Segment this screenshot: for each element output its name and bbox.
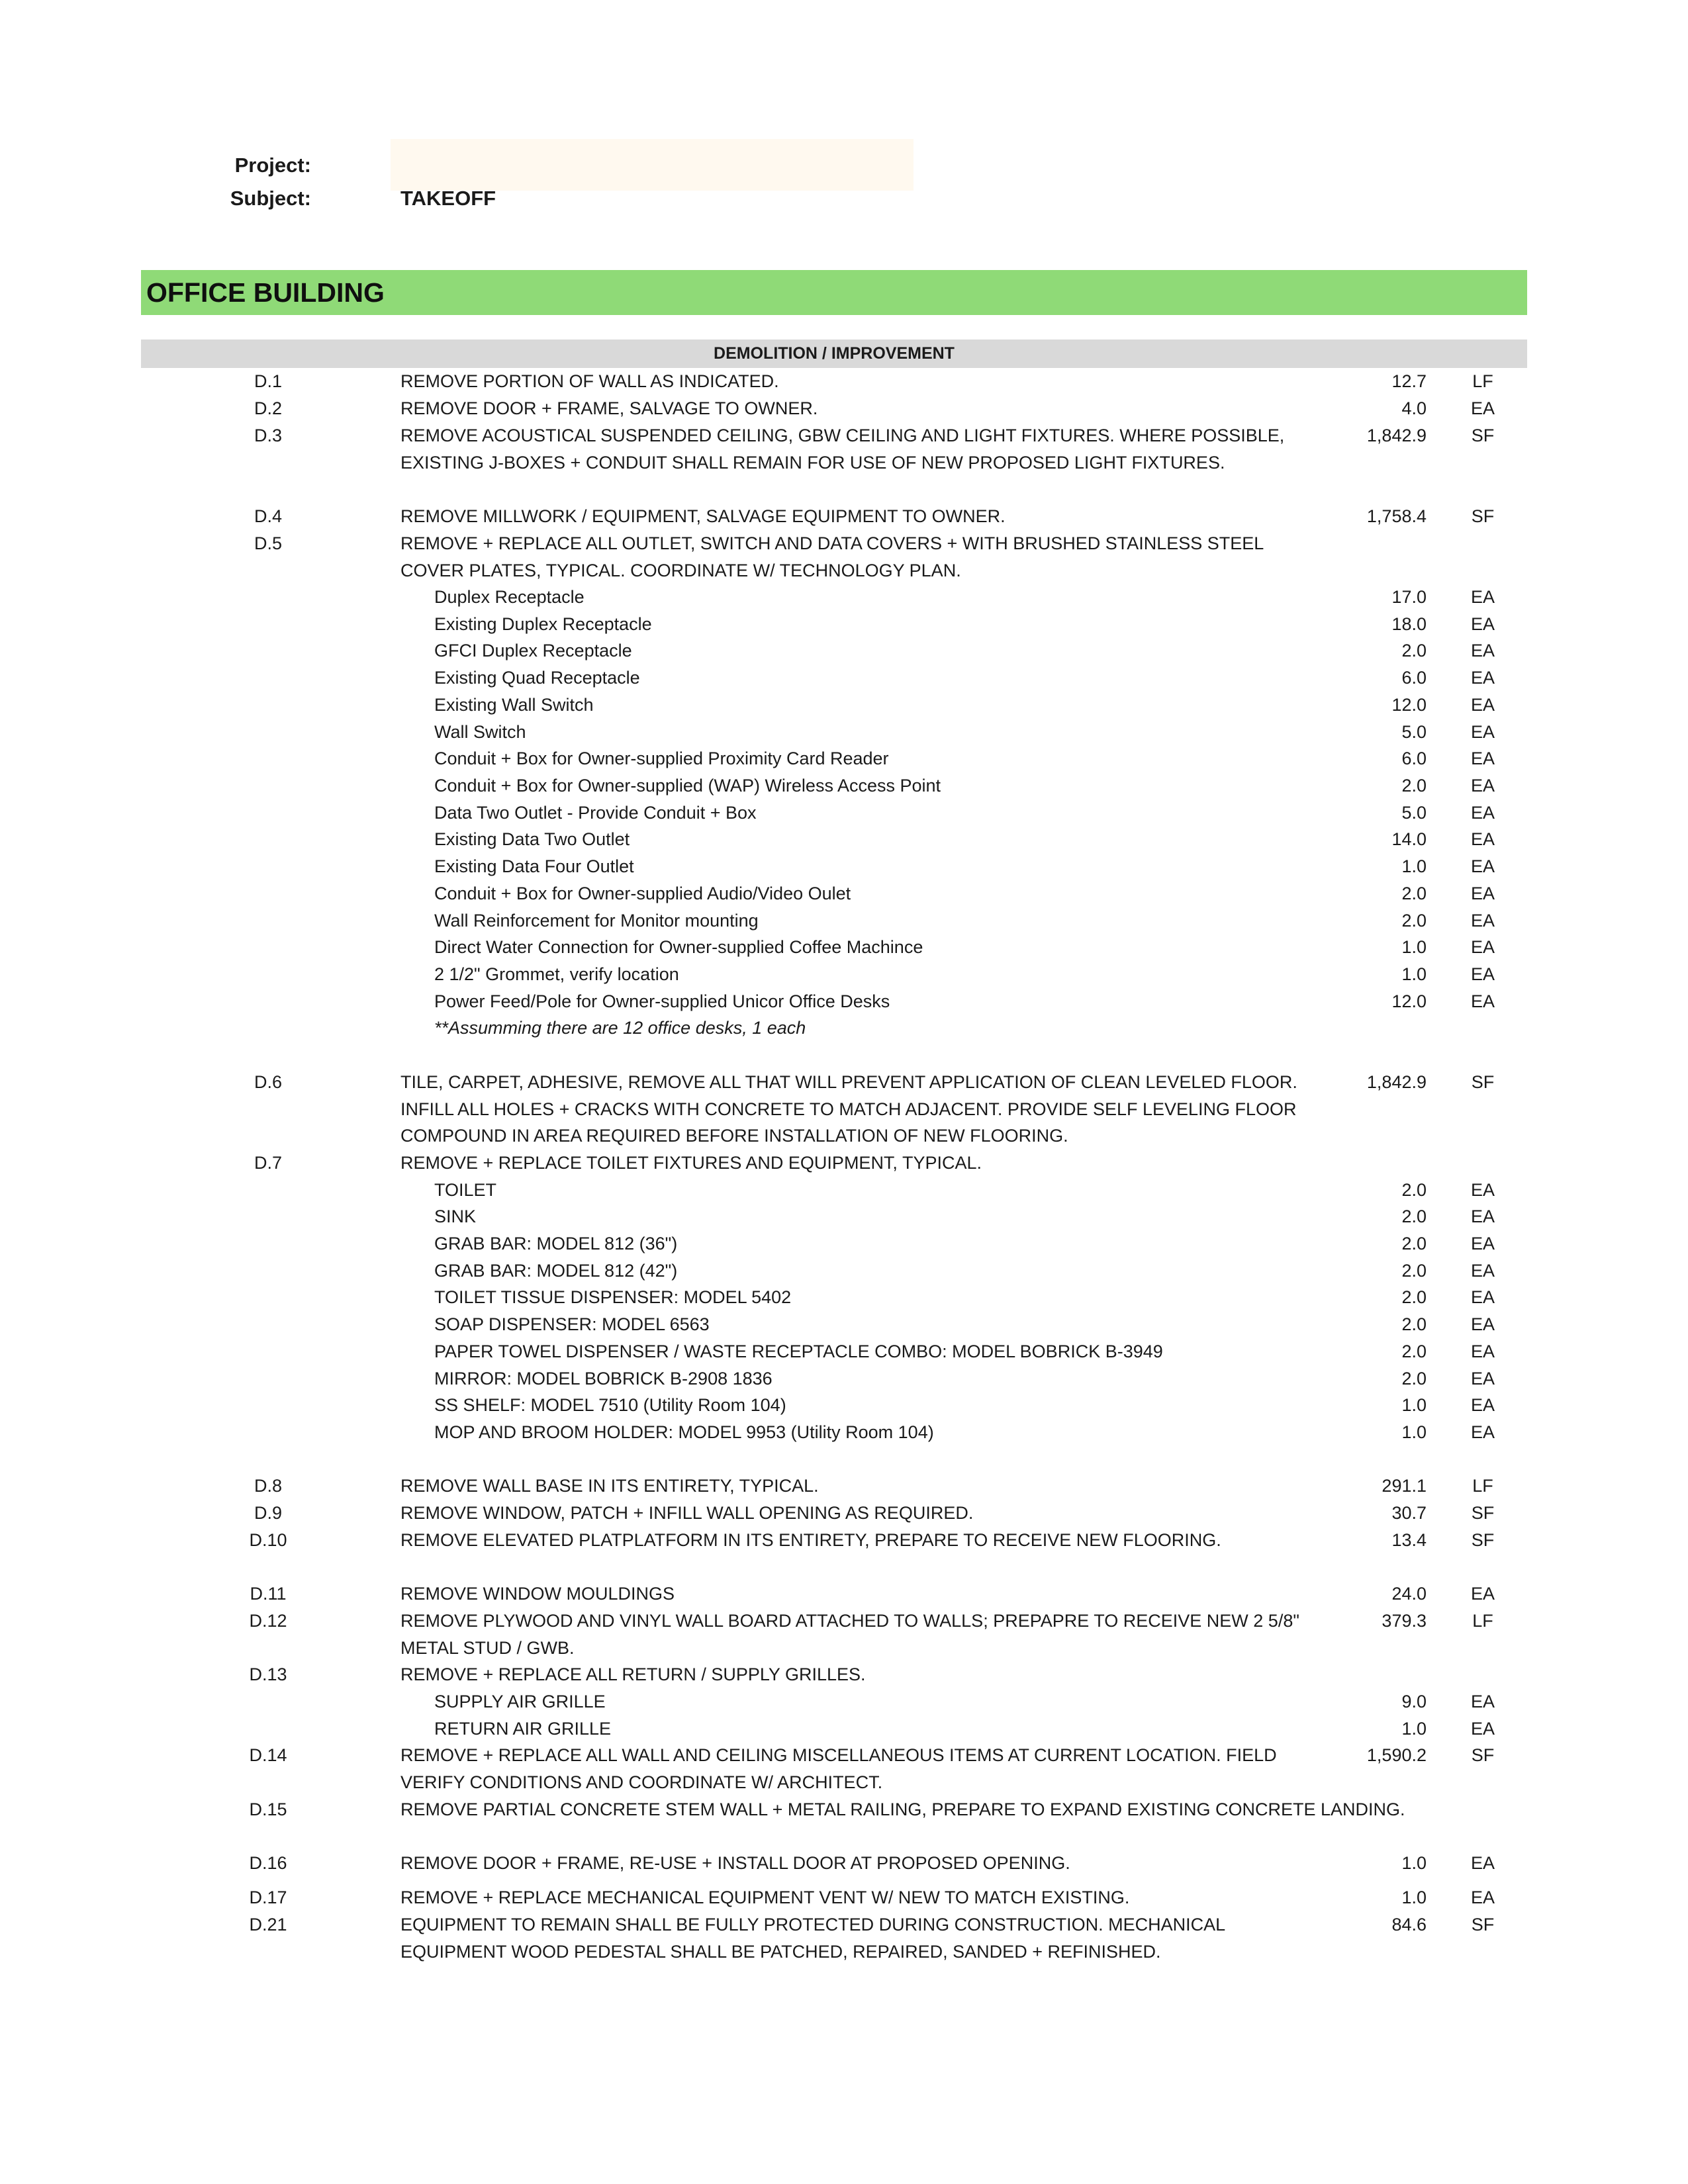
table-row [0, 719, 1688, 745]
sub-item-description: Existing Data Four Outlet [434, 856, 634, 876]
item-quantity: 1.0 [1401, 964, 1427, 984]
sub-item-description: Power Feed/Pole for Owner-supplied Unicor Office Desks [434, 991, 890, 1011]
item-unit: SF [1471, 1915, 1495, 1934]
table-row [0, 530, 1688, 584]
item-description: REMOVE WINDOW MOULDINGS [400, 1584, 675, 1604]
item-quantity: 1.0 [1401, 1888, 1427, 1907]
table-row [0, 1284, 1688, 1310]
sub-item-description: RETURN AIR GRILLE [434, 1719, 612, 1739]
item-unit: EA [1470, 641, 1495, 660]
item-unit: EA [1470, 991, 1495, 1011]
item-code: D.15 [249, 1799, 287, 1819]
table-row [0, 611, 1688, 637]
item-quantity: 2.0 [1401, 1261, 1427, 1281]
sub-item-description: PAPER TOWEL DISPENSER / WASTE RECEPTACLE COMBO: MODEL BOBRICK B-3949 [434, 1342, 1163, 1361]
item-unit: SF [1471, 506, 1495, 526]
subject-value: TAKEOFF [400, 187, 496, 210]
project-label: Project: [234, 154, 311, 177]
item-description: REMOVE + REPLACE MECHANICAL EQUIPMENT VENT W/ NEW TO MATCH EXISTING. [400, 1888, 1130, 1907]
item-quantity: 379.3 [1382, 1611, 1427, 1631]
item-quantity: 17.0 [1391, 587, 1427, 607]
item-unit: EA [1470, 884, 1495, 903]
sub-item-description: Existing Quad Receptacle [434, 668, 640, 688]
item-code: D.11 [250, 1584, 287, 1604]
item-code: D.2 [254, 398, 283, 418]
item-quantity: 12.0 [1391, 695, 1427, 715]
item-description: REMOVE + REPLACE ALL RETURN / SUPPLY GRILLES. [400, 1664, 866, 1684]
table-row [0, 1911, 1688, 1965]
sub-item-description: TOILET TISSUE DISPENSER: MODEL 5402 [434, 1287, 792, 1307]
item-unit: SF [1471, 426, 1495, 445]
item-code: D.9 [254, 1503, 283, 1523]
item-unit: EA [1470, 1369, 1495, 1388]
item-unit: EA [1470, 803, 1495, 823]
item-unit: LF [1472, 1476, 1493, 1496]
item-description: REMOVE ELEVATED PLATPLATFORM IN ITS ENTIRETY, PREPARE TO RECEIVE NEW FLOORING. [400, 1530, 1221, 1550]
section-header: DEMOLITION / IMPROVEMENT [141, 340, 1527, 368]
item-unit: EA [1470, 1287, 1495, 1307]
item-unit: EA [1470, 1692, 1495, 1711]
item-code: D.1 [254, 371, 283, 391]
item-quantity: 1.0 [1401, 1422, 1427, 1442]
item-description: EQUIPMENT TO REMAIN SHALL BE FULLY PROTECTED DURING CONSTRUCTION. MECHANICAL EQUIPMENT WOOD PEDESTAL SHALL BE PATCHED, REPAIRED, SANDED + REFINISHED. [400, 1915, 1225, 1962]
item-quantity: 1.0 [1401, 937, 1427, 957]
table-row [0, 503, 1688, 529]
item-quantity: 13.4 [1391, 1530, 1427, 1550]
item-quantity: 2.0 [1401, 884, 1427, 903]
table-row [0, 1608, 1688, 1661]
item-unit: EA [1470, 1719, 1495, 1739]
item-unit: EA [1470, 614, 1495, 634]
item-code: D.14 [249, 1745, 287, 1765]
table-row [0, 422, 1688, 476]
item-description: REMOVE + REPLACE TOILET FIXTURES AND EQUIPMENT, TYPICAL. [400, 1153, 982, 1173]
item-quantity: 6.0 [1401, 749, 1427, 768]
item-quantity: 14.0 [1391, 829, 1427, 849]
item-description: REMOVE ACOUSTICAL SUSPENDED CEILING, GBW CEILING AND LIGHT FIXTURES. WHERE POSSIBLE, EXISTING J-BOXES + CONDUIT SHALL REMAIN FOR USE OF NEW PROPOSED LIGHT FIXTURES. [400, 426, 1285, 473]
item-description: REMOVE PORTION OF WALL AS INDICATED. [400, 371, 779, 391]
subject-label: Subject: [230, 187, 311, 210]
table-row [0, 826, 1688, 852]
table-row [0, 907, 1688, 934]
item-quantity: 2.0 [1401, 1369, 1427, 1388]
sub-item-description: Conduit + Box for Owner-supplied (WAP) Wireless Access Point [434, 776, 941, 796]
item-unit: EA [1470, 1180, 1495, 1200]
sub-item-description: SUPPLY AIR GRILLE [434, 1692, 606, 1711]
table-row [0, 1338, 1688, 1365]
item-unit: LF [1472, 1611, 1493, 1631]
item-unit: SF [1471, 1072, 1495, 1092]
item-unit: EA [1470, 749, 1495, 768]
item-quantity: 2.0 [1401, 1180, 1427, 1200]
sub-item-description: SOAP DISPENSER: MODEL 6563 [434, 1314, 710, 1334]
table-row [0, 853, 1688, 880]
item-code: D.3 [254, 426, 283, 445]
item-unit: EA [1470, 1342, 1495, 1361]
table-row [0, 1015, 1688, 1041]
item-description: REMOVE PLYWOOD AND VINYL WALL BOARD ATTACHED TO WALLS; PREPAPRE TO RECEIVE NEW 2 5/8" METAL STUD / GWB. [400, 1611, 1299, 1658]
item-quantity: 2.0 [1401, 1234, 1427, 1253]
item-code: D.8 [254, 1476, 283, 1496]
table-row [0, 1500, 1688, 1526]
item-code: D.21 [249, 1915, 287, 1934]
table-row [0, 395, 1688, 422]
table-row [0, 692, 1688, 718]
table-row [0, 637, 1688, 664]
table-row [0, 1257, 1688, 1284]
sub-item-description: Conduit + Box for Owner-supplied Audio/Video Oulet [434, 884, 851, 903]
sub-item-description: GRAB BAR: MODEL 812 (42") [434, 1261, 678, 1281]
sub-item-description: Existing Wall Switch [434, 695, 594, 715]
sub-item-description: Existing Duplex Receptacle [434, 614, 652, 634]
item-description: REMOVE + REPLACE ALL WALL AND CEILING MISCELLANEOUS ITEMS AT CURRENT LOCATION. FIELD VERIFY CONDITIONS AND COORDINATE W/ ARCHITECT. [400, 1745, 1277, 1792]
item-quantity: 1.0 [1401, 1719, 1427, 1739]
sub-item-description: TOILET [434, 1180, 497, 1200]
table-row [0, 1311, 1688, 1338]
item-unit: SF [1471, 1503, 1495, 1523]
item-quantity: 2.0 [1401, 1206, 1427, 1226]
item-unit: EA [1470, 695, 1495, 715]
item-unit: SF [1471, 1530, 1495, 1550]
table-row [0, 772, 1688, 799]
item-quantity: 1.0 [1401, 856, 1427, 876]
item-unit: EA [1470, 937, 1495, 957]
item-unit: EA [1470, 856, 1495, 876]
item-unit: EA [1470, 398, 1495, 418]
item-quantity: 9.0 [1401, 1692, 1427, 1711]
item-unit: EA [1470, 1395, 1495, 1415]
item-unit: EA [1470, 1206, 1495, 1226]
table-row [0, 1473, 1688, 1499]
item-unit: EA [1470, 1888, 1495, 1907]
item-quantity: 1.0 [1401, 1395, 1427, 1415]
sub-item-description: GFCI Duplex Receptacle [434, 641, 632, 660]
item-quantity: 1,590.2 [1366, 1745, 1427, 1765]
item-unit: EA [1470, 776, 1495, 796]
item-unit: EA [1470, 1314, 1495, 1334]
item-quantity: 2.0 [1401, 911, 1427, 931]
item-unit: EA [1470, 1261, 1495, 1281]
item-unit: EA [1470, 722, 1495, 742]
item-code: D.16 [249, 1853, 287, 1873]
item-description: REMOVE MILLWORK / EQUIPMENT, SALVAGE EQUIPMENT TO OWNER. [400, 506, 1006, 526]
sub-item-description: Existing Data Two Outlet [434, 829, 630, 849]
sub-item-description: Direct Water Connection for Owner-supplied Coffee Machince [434, 937, 923, 957]
item-unit: EA [1470, 1234, 1495, 1253]
item-description: REMOVE PARTIAL CONCRETE STEM WALL + METAL RAILING, PREPARE TO EXPAND EXISTING CONCRETE LANDING. [400, 1799, 1405, 1819]
item-description: REMOVE + REPLACE ALL OUTLET, SWITCH AND DATA COVERS + WITH BRUSHED STAINLESS STEEL COVER PLATES, TYPICAL. COORDINATE W/ TECHNOLOGY PLAN. [400, 533, 1264, 580]
table-row [0, 1688, 1688, 1715]
table-row [0, 1069, 1688, 1150]
table-row [0, 1796, 1688, 1823]
item-code: D.12 [249, 1611, 287, 1631]
item-unit: LF [1472, 371, 1493, 391]
item-unit: SF [1471, 1745, 1495, 1765]
table-row [0, 1419, 1688, 1445]
sub-item-description: SINK [434, 1206, 477, 1226]
table-row [0, 1742, 1688, 1796]
item-quantity: 291.1 [1382, 1476, 1427, 1496]
table-row [0, 1365, 1688, 1392]
table-row [0, 1715, 1688, 1742]
project-value-field[interactable] [391, 139, 914, 191]
item-unit: EA [1470, 1853, 1495, 1873]
table-row [0, 961, 1688, 987]
item-quantity: 2.0 [1401, 1314, 1427, 1334]
sub-item-description: MIRROR: MODEL BOBRICK B-2908 1836 [434, 1369, 773, 1388]
table-row [0, 1150, 1688, 1176]
sub-item-description: Wall Switch [434, 722, 526, 742]
table-row [0, 368, 1688, 394]
item-quantity: 6.0 [1401, 668, 1427, 688]
sub-item-description: GRAB BAR: MODEL 812 (36") [434, 1234, 678, 1253]
item-quantity: 12.0 [1391, 991, 1427, 1011]
table-row [0, 1203, 1688, 1230]
item-code: D.7 [254, 1153, 283, 1173]
item-quantity: 4.0 [1401, 398, 1427, 418]
sub-item-description: **Assumming there are 12 office desks, 1 each [434, 1018, 806, 1038]
item-quantity: 84.6 [1391, 1915, 1427, 1934]
sub-item-description: MOP AND BROOM HOLDER: MODEL 9953 (Utility Room 104) [434, 1422, 934, 1442]
item-quantity: 5.0 [1401, 803, 1427, 823]
item-code: D.5 [254, 533, 283, 553]
table-row [0, 988, 1688, 1015]
table-row [0, 1661, 1688, 1688]
table-row [0, 1850, 1688, 1876]
item-description: REMOVE WINDOW, PATCH + INFILL WALL OPENING AS REQUIRED. [400, 1503, 974, 1523]
table-row [0, 880, 1688, 907]
item-quantity: 2.0 [1401, 776, 1427, 796]
table-row [0, 1884, 1688, 1911]
item-quantity: 5.0 [1401, 722, 1427, 742]
table-row [0, 1230, 1688, 1257]
item-unit: EA [1470, 964, 1495, 984]
item-quantity: 1,842.9 [1366, 426, 1427, 445]
item-unit: EA [1470, 911, 1495, 931]
building-title: OFFICE BUILDING [146, 277, 385, 308]
item-unit: EA [1470, 1584, 1495, 1604]
table-row [0, 1177, 1688, 1203]
table-row [0, 584, 1688, 610]
sub-item-description: 2 1/2" Grommet, verify location [434, 964, 679, 984]
item-quantity: 1,842.9 [1366, 1072, 1427, 1092]
sub-item-description: Conduit + Box for Owner-supplied Proximity Card Reader [434, 749, 889, 768]
item-code: D.6 [254, 1072, 283, 1092]
table-row [0, 934, 1688, 960]
sub-item-description: SS SHELF: MODEL 7510 (Utility Room 104) [434, 1395, 786, 1415]
item-code: D.17 [249, 1888, 287, 1907]
item-quantity: 24.0 [1391, 1584, 1427, 1604]
item-quantity: 2.0 [1401, 1287, 1427, 1307]
table-row [0, 1580, 1688, 1607]
item-unit: EA [1470, 1422, 1495, 1442]
item-quantity: 12.7 [1391, 371, 1427, 391]
item-code: D.10 [249, 1530, 287, 1550]
item-description: REMOVE WALL BASE IN ITS ENTIRETY, TYPICAL. [400, 1476, 819, 1496]
item-quantity: 1,758.4 [1366, 506, 1427, 526]
item-unit: EA [1470, 668, 1495, 688]
item-quantity: 2.0 [1401, 1342, 1427, 1361]
sub-item-description: Data Two Outlet - Provide Conduit + Box [434, 803, 757, 823]
item-description: REMOVE DOOR + FRAME, SALVAGE TO OWNER. [400, 398, 818, 418]
item-description: REMOVE DOOR + FRAME, RE-USE + INSTALL DOOR AT PROPOSED OPENING. [400, 1853, 1070, 1873]
item-quantity: 1.0 [1401, 1853, 1427, 1873]
item-quantity: 18.0 [1391, 614, 1427, 634]
item-quantity: 30.7 [1391, 1503, 1427, 1523]
table-row [0, 1527, 1688, 1553]
item-unit: EA [1470, 829, 1495, 849]
table-row [0, 799, 1688, 826]
item-quantity: 2.0 [1401, 641, 1427, 660]
table-row [0, 745, 1688, 772]
table-row [0, 1392, 1688, 1418]
item-unit: EA [1470, 587, 1495, 607]
item-code: D.4 [254, 506, 283, 526]
building-banner [141, 270, 1527, 315]
item-code: D.13 [249, 1664, 287, 1684]
item-description: TILE, CARPET, ADHESIVE, REMOVE ALL THAT WILL PREVENT APPLICATION OF CLEAN LEVELED FLOOR. INFILL ALL HOLES + CRACKS WITH CONCRETE TO MATCH ADJACENT. PROVIDE SELF LEVELING FLOOR COMPOUND IN AREA REQUIRED BEFORE INSTALLATION OF NEW FLOORING. [400, 1072, 1297, 1146]
sub-item-description: Wall Reinforcement for Monitor mounting [434, 911, 759, 931]
sub-item-description: Duplex Receptacle [434, 587, 585, 607]
table-row [0, 664, 1688, 691]
